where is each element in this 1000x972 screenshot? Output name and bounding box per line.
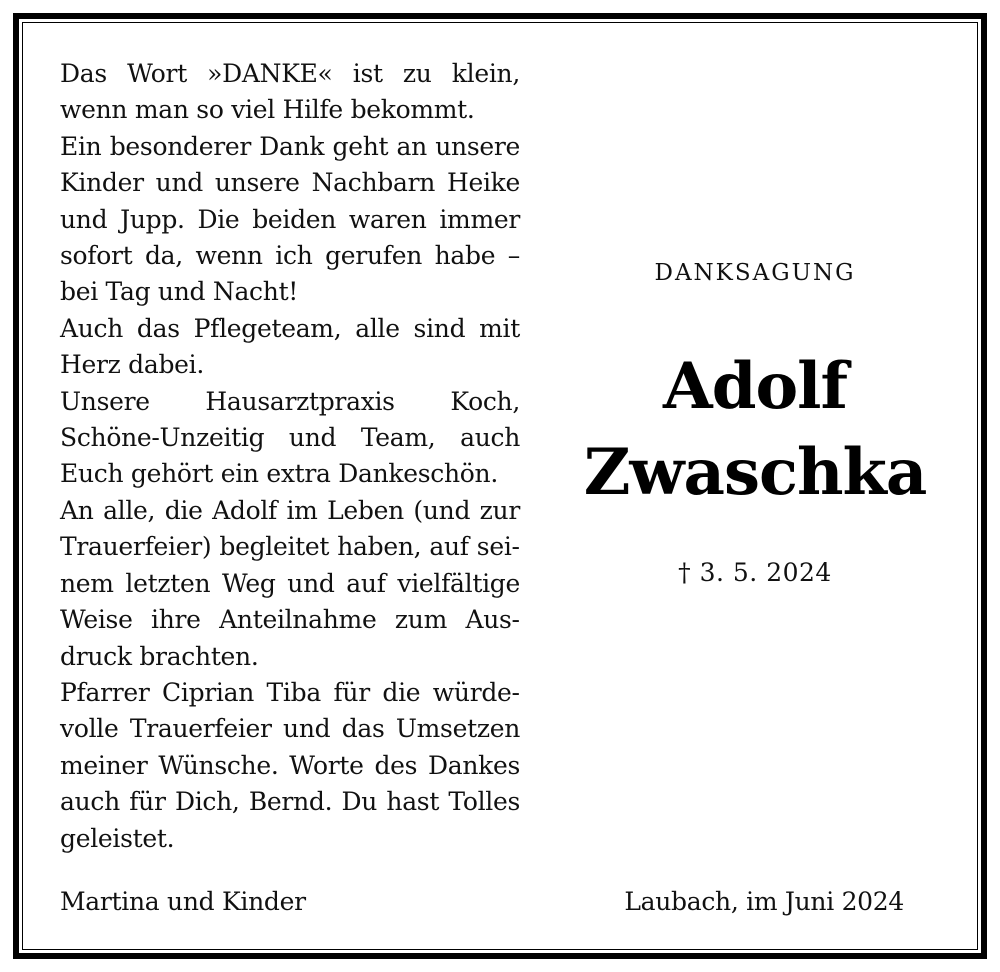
last-name: Zwaschka [583,435,927,510]
death-date: † 3. 5. 2024 [678,558,832,587]
place-and-date: Laubach, im Juni 2024 [624,887,904,916]
paragraph-5: An alle, die Adolf im Leben (und zur Trauerfeier) begleitet haben, auf seinem letzten Weg und auf vielfältige Weise ihre Anteilnahme zum Ausdruck brachten. [60,495,520,671]
deceased-name [560,344,950,516]
paragraph-3: Auch das Pflegeteam, alle sind mit Herz dabei. [60,313,520,380]
first-name: Adolf [663,349,847,424]
thank-you-text [60,56,520,857]
paragraph-1: Das Wort »DANKE« ist zu klein, wenn man so viel Hilfe bekommt. [60,59,520,125]
notice-heading: DANKSAGUNG [654,260,856,286]
paragraph-6: Pfarrer Ciprian Tiba für die würdevolle Trauerfeier und das Umsetzen meiner Wünsche. Worte des Dankes auch für Dich, Bernd. Du hast Tolles geleistet. [60,677,520,853]
paragraph-4: Unsere Hausarztpraxis Koch, Schöne-Unzeitig und Team, auch Euch gehört ein extra Dankeschön. [60,386,520,489]
paragraph-2: Ein besonderer Dank geht an unsere Kinder und unsere Nachbarn Heike und Jupp. Die beiden waren immer sofort da, wenn ich gerufen habe – bei Tag und Nacht! [60,131,520,307]
signature: Martina und Kinder [60,887,306,916]
